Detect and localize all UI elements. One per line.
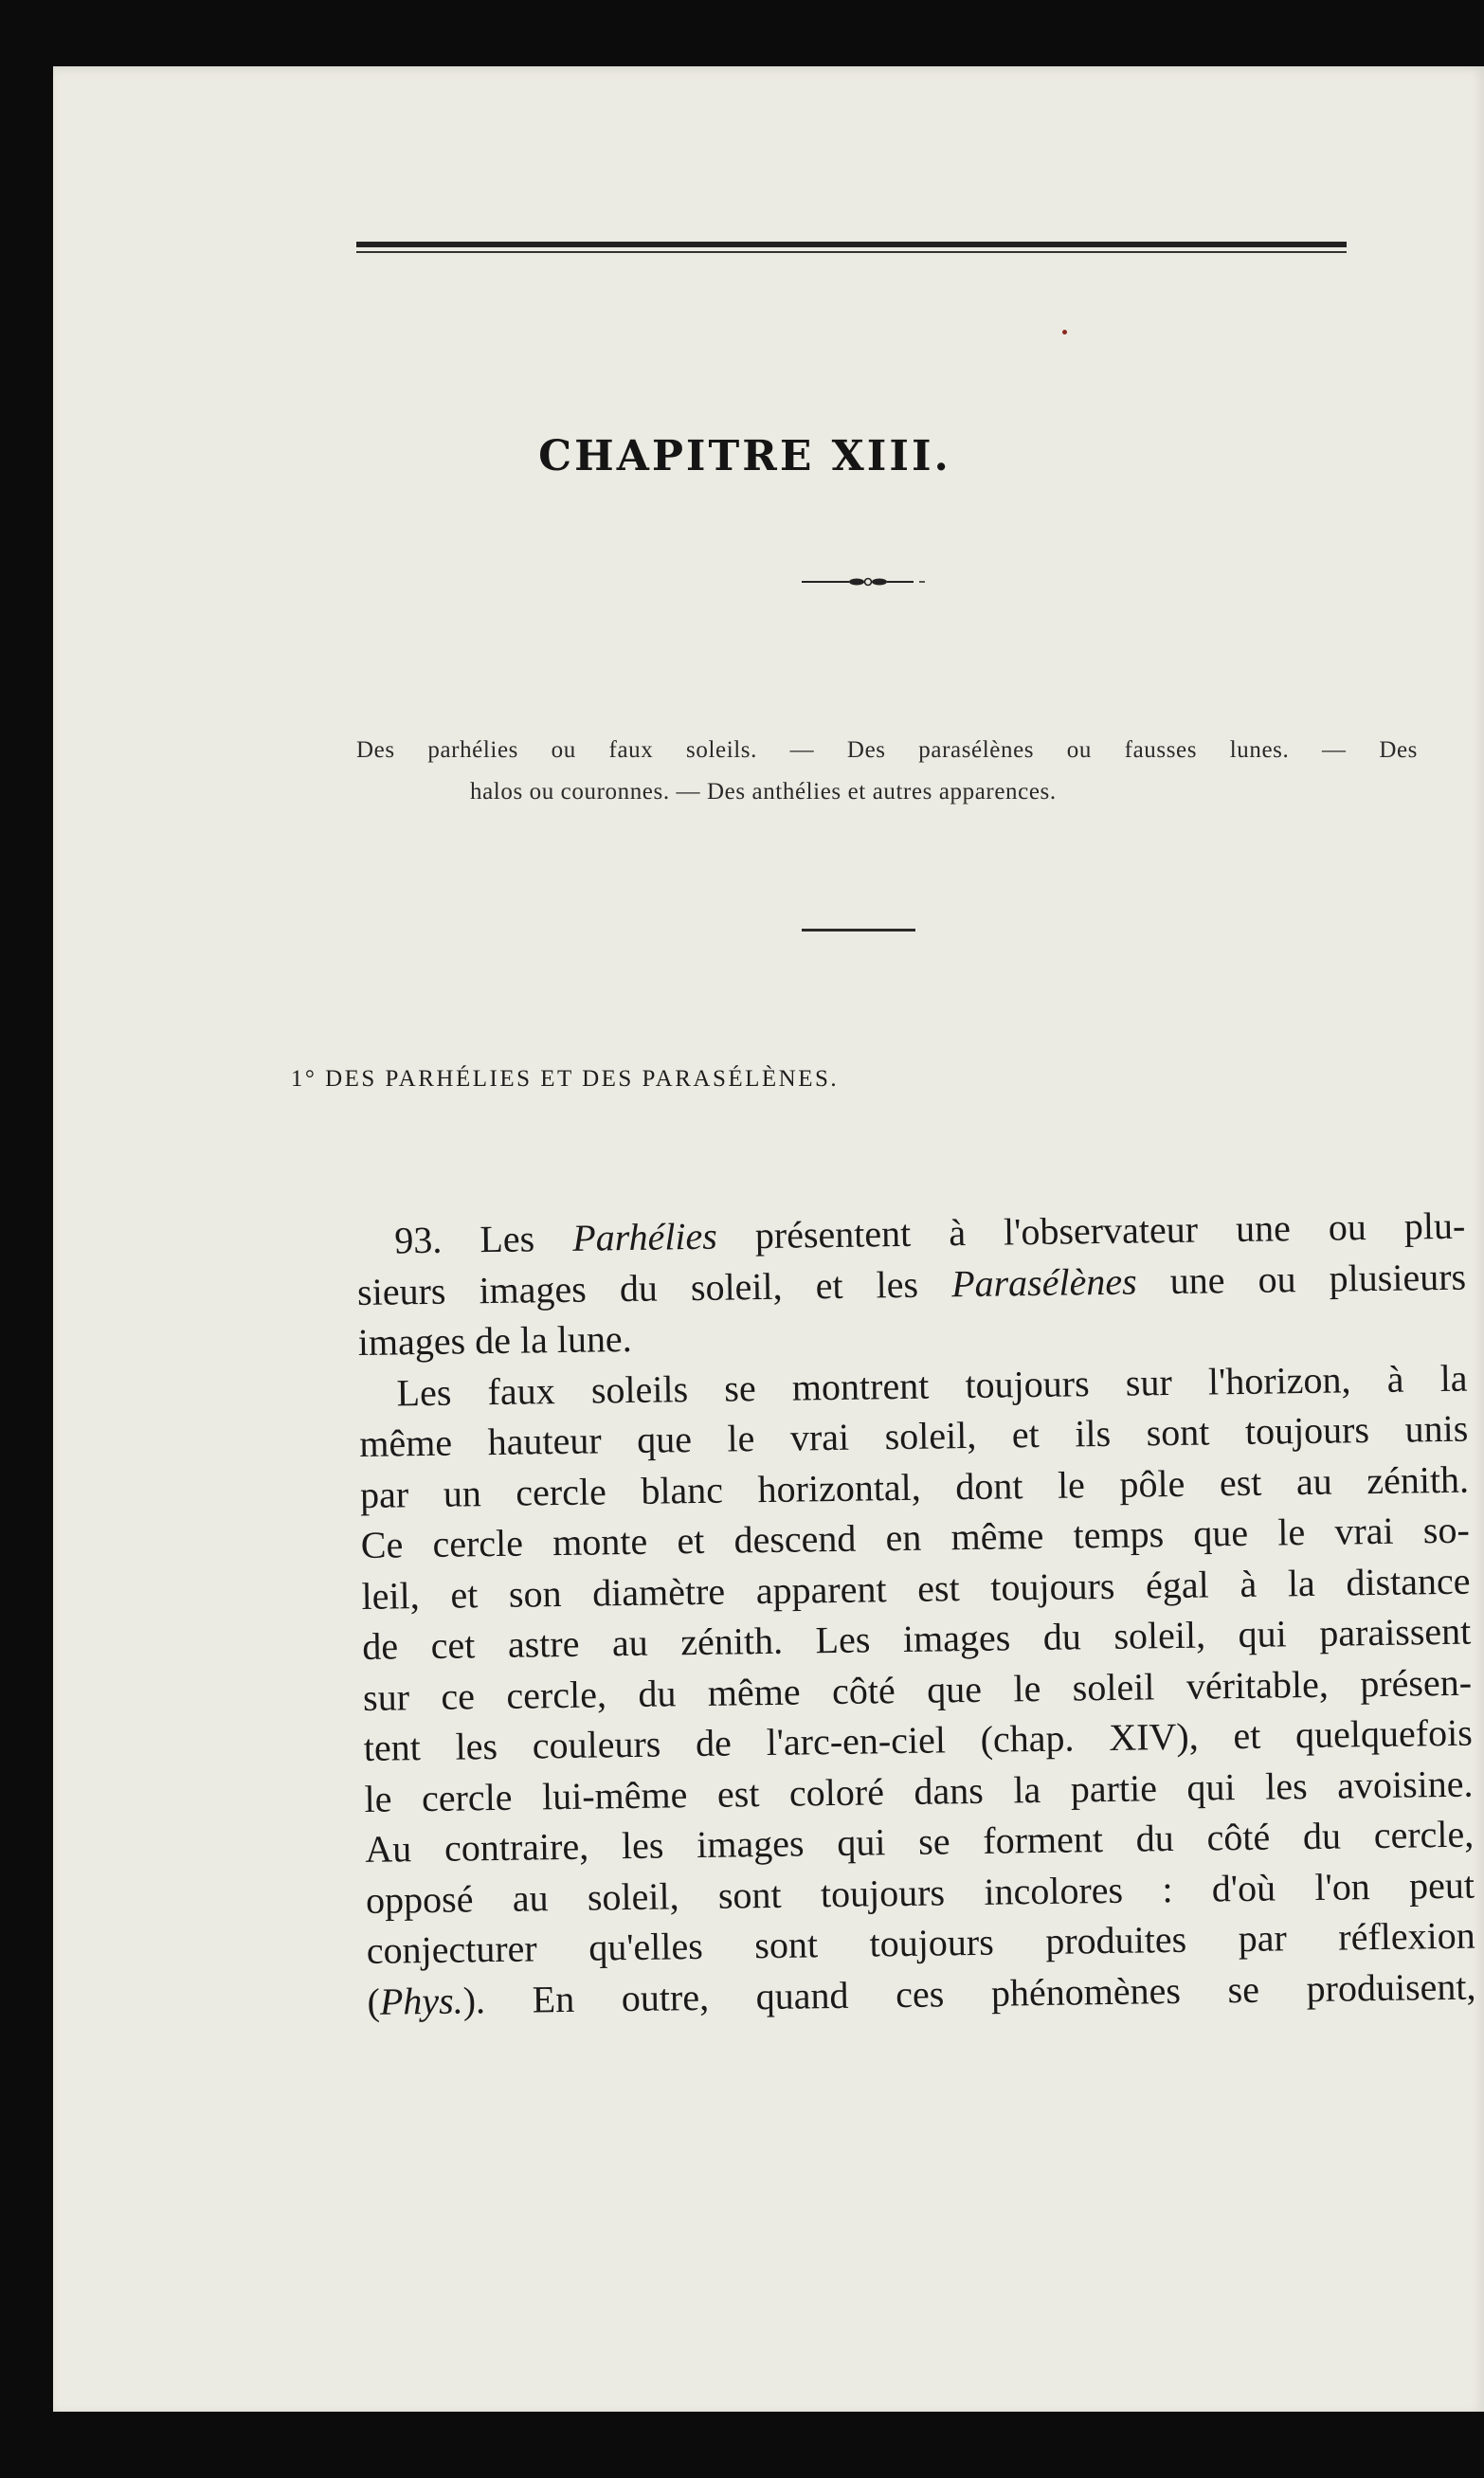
paragraph-number: 93. <box>394 1218 443 1262</box>
ornament-flourish <box>802 575 925 588</box>
body-line: images de la lune. <box>357 1316 632 1364</box>
phys-reference: Phys. <box>379 1979 463 2023</box>
body-line: tent les couleurs de l'arc-en-ciel (chap. XIV), et quelquefois <box>363 1710 1474 1769</box>
section-divider <box>802 929 915 932</box>
body-line: sieurs images du soleil, et les Parasélènes une ou plusieurs <box>356 1255 1467 1313</box>
body-text <box>356 1201 1476 2027</box>
header-rule-thick <box>356 242 1347 247</box>
body-line: de cet astre au zénith. Les images du soleil, qui paraissent <box>362 1609 1472 1668</box>
body-line: conjecturer qu'elles sont toujours produites par réflexion <box>366 1913 1476 1972</box>
chapter-summary <box>356 730 1418 813</box>
body-line: sur ce cercle, du même côté que le soleil véritable, présen- <box>362 1660 1473 1719</box>
book-page <box>53 66 1484 2412</box>
body-line: Ce cercle monte et descend en même temps que le vrai so- <box>360 1508 1471 1566</box>
body-line: 93. Les Parhélies présentent à l'observateur une ou plu- <box>394 1203 1466 1262</box>
summary-line-1: Des parhélies ou faux soleils. — Des parasélènes ou fausses lunes. — Des <box>356 737 1418 763</box>
body-line: le cercle lui-même est coloré dans la partie qui les avoisine. <box>364 1762 1474 1820</box>
body-line: même hauteur que le vrai soleil, et ils sont toujours unis <box>359 1406 1469 1465</box>
body-line: par un cercle blanc horizontal, dont le pôle est au zénith. <box>359 1457 1470 1516</box>
body-line: opposé au soleil, sont toujours incolores : d'où l'on peut <box>365 1863 1475 1922</box>
chapter-title: CHAPITRE XIII. <box>538 432 951 480</box>
body-line: (Phys.). En outre, quand ces phénomènes se produisent, <box>367 1964 1476 2023</box>
term-parhelies: Parhélies <box>571 1214 718 1259</box>
header-rule-thin <box>356 251 1347 253</box>
ink-speck <box>1062 330 1067 335</box>
section-heading: 1° DES PARHÉLIES ET DES PARASÉLÈNES. <box>290 1066 840 1092</box>
term-paraselenes: Parasélènes <box>950 1259 1137 1305</box>
body-line: leil, et son diamètre apparent est toujours égal à la distance <box>361 1559 1471 1618</box>
summary-line-2: halos ou couronnes. — Des anthélies et autres apparences. <box>470 779 1057 805</box>
body-line: Les faux soleils se montrent toujours sur l'horizon, à la <box>396 1356 1468 1414</box>
body-line: Au contraire, les images qui se forment du côté du cercle, <box>365 1812 1475 1871</box>
